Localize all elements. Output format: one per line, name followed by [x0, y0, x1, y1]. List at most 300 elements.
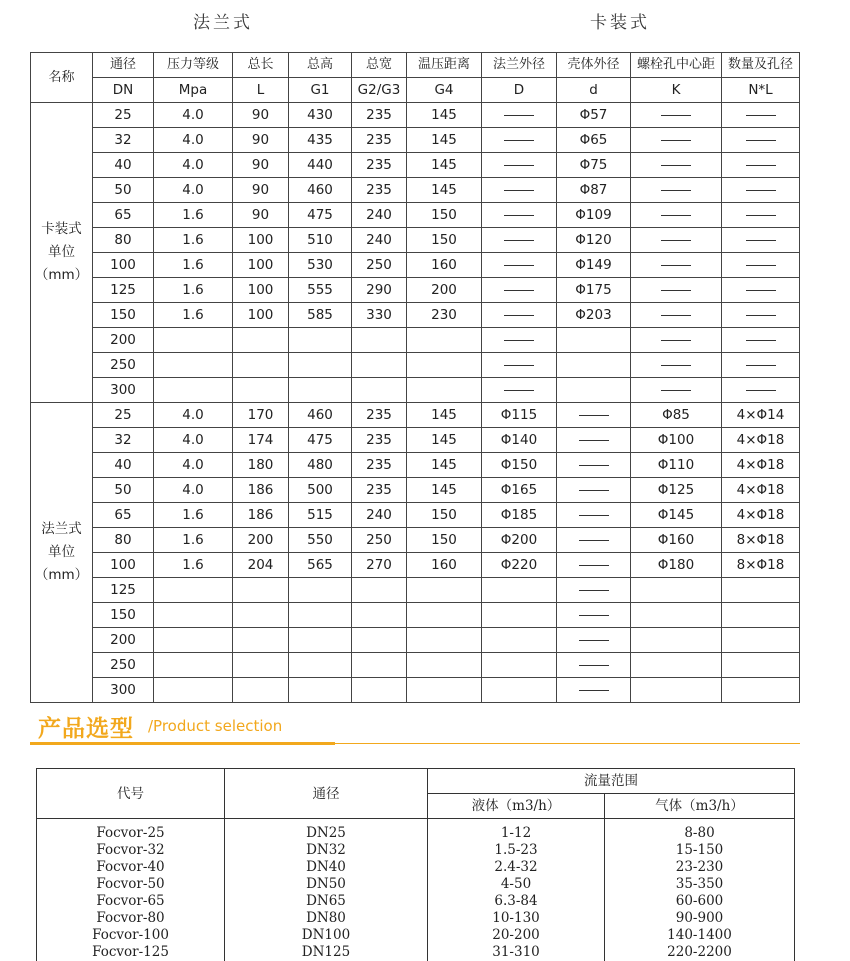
caption-clamp: 卡装式: [590, 8, 650, 33]
table-cell: [631, 603, 722, 628]
table-cell: 250: [352, 528, 407, 553]
liquid-value: 1-12: [428, 825, 604, 842]
table-cell: 65: [93, 203, 154, 228]
dash-mark: [504, 165, 534, 166]
table-cell: [482, 278, 557, 303]
spec-table: [30, 52, 800, 703]
dash-mark: [746, 365, 776, 366]
header-col: 总宽: [352, 53, 407, 78]
table-cell: [482, 353, 557, 378]
table-cell: 25: [93, 403, 154, 428]
table-cell: 4.0: [154, 178, 233, 203]
dash-mark: [579, 415, 609, 416]
table-cell: 475: [289, 203, 352, 228]
table-cell: [154, 628, 233, 653]
table-cell: [631, 628, 722, 653]
dash-mark: [504, 140, 534, 141]
table-cell: [289, 678, 352, 703]
table-cell: [631, 153, 722, 178]
table-cell: [407, 678, 482, 703]
gas-value: 140-1400: [605, 927, 794, 944]
group-label-line: 单位: [31, 241, 92, 264]
table-cell: 150: [93, 603, 154, 628]
dash-mark: [746, 190, 776, 191]
table-cell: [482, 303, 557, 328]
bore-value: DN32: [225, 842, 427, 859]
table-cell: 4×Φ18: [722, 478, 800, 503]
dash-mark: [504, 240, 534, 241]
table-cell: 300: [93, 678, 154, 703]
table-cell: 1.6: [154, 503, 233, 528]
table-cell: 235: [352, 478, 407, 503]
table-cell: [289, 378, 352, 403]
table-cell: [482, 103, 557, 128]
banner-underline-thick: [30, 742, 335, 745]
table-cell: [289, 578, 352, 603]
gas-value: 90-900: [605, 910, 794, 927]
unit-col: L: [233, 78, 289, 103]
table-cell: Φ109: [557, 203, 631, 228]
table-cell: [289, 353, 352, 378]
table-cell: [557, 378, 631, 403]
dash-mark: [746, 215, 776, 216]
table-cell: 40: [93, 453, 154, 478]
table-cell: 1.6: [154, 303, 233, 328]
code-value: Focvor-32: [37, 842, 224, 859]
unit-col: K: [631, 78, 722, 103]
dash-mark: [579, 440, 609, 441]
banner-subtitle: /Product selection: [148, 717, 282, 735]
dash-mark: [746, 290, 776, 291]
group-label-line: （mm）: [31, 564, 92, 587]
table-cell: [233, 653, 289, 678]
table-cell: 4.0: [154, 403, 233, 428]
table-cell: [289, 653, 352, 678]
table-cell: 290: [352, 278, 407, 303]
header-liquid: 液体（m3/h）: [428, 794, 605, 819]
dash-mark: [661, 365, 691, 366]
header-gas: 气体（m3/h）: [605, 794, 795, 819]
table-cell: [722, 153, 800, 178]
table-cell: 145: [407, 128, 482, 153]
table-cell: Φ165: [482, 478, 557, 503]
table-cell: [722, 653, 800, 678]
liquid-value: 20-200: [428, 927, 604, 944]
table-cell: 145: [407, 453, 482, 478]
table-cell: 235: [352, 178, 407, 203]
table-row: [31, 228, 800, 253]
table-cell: [631, 328, 722, 353]
table-cell: [557, 453, 631, 478]
table-cell: [482, 328, 557, 353]
table-cell: 500: [289, 478, 352, 503]
table-cell: 90: [233, 128, 289, 153]
table-cell: [722, 303, 800, 328]
table-cell: Φ110: [631, 453, 722, 478]
unit-col: D: [482, 78, 557, 103]
table-cell: [407, 628, 482, 653]
table-cell: 1.6: [154, 253, 233, 278]
table-cell: 90: [233, 153, 289, 178]
table-cell: [233, 603, 289, 628]
table-cell: [631, 178, 722, 203]
table-cell: [154, 603, 233, 628]
table-cell: [482, 203, 557, 228]
bore-value: DN80: [225, 910, 427, 927]
table-cell: 204: [233, 553, 289, 578]
table-cell: [557, 603, 631, 628]
table-cell: Φ160: [631, 528, 722, 553]
table-cell: Φ150: [482, 453, 557, 478]
table-cell: [557, 628, 631, 653]
table-row: [31, 478, 800, 503]
dash-mark: [579, 615, 609, 616]
dash-mark: [746, 140, 776, 141]
unit-col: G1: [289, 78, 352, 103]
table-cell: 160: [407, 253, 482, 278]
table-cell: 50: [93, 178, 154, 203]
table-cell: [482, 603, 557, 628]
table-cell: 100: [233, 278, 289, 303]
table-cell: 100: [233, 303, 289, 328]
table-cell: [722, 228, 800, 253]
group-label-line: 卡装式: [31, 218, 92, 241]
table-cell: [233, 628, 289, 653]
table-cell: 100: [93, 253, 154, 278]
header-col: 总长: [233, 53, 289, 78]
dash-mark: [746, 240, 776, 241]
table-cell: 4.0: [154, 153, 233, 178]
table-cell: [557, 503, 631, 528]
table-cell: 270: [352, 553, 407, 578]
table-cell: [352, 578, 407, 603]
dash-mark: [579, 465, 609, 466]
group-label: [31, 103, 93, 403]
dash-mark: [746, 115, 776, 116]
table-cell: [631, 103, 722, 128]
header-col: 壳体外径: [557, 53, 631, 78]
bore-value: DN50: [225, 876, 427, 893]
table-cell: 1.6: [154, 553, 233, 578]
table-cell: [722, 178, 800, 203]
table-cell: [722, 603, 800, 628]
table-cell: 80: [93, 228, 154, 253]
dash-mark: [579, 565, 609, 566]
dash-mark: [746, 340, 776, 341]
gas-value: 23-230: [605, 859, 794, 876]
table-cell: [631, 353, 722, 378]
table-cell: [233, 378, 289, 403]
table-cell: 585: [289, 303, 352, 328]
dash-mark: [661, 340, 691, 341]
dash-mark: [579, 665, 609, 666]
table-cell: [722, 103, 800, 128]
dash-mark: [661, 265, 691, 266]
bore-value: DN65: [225, 893, 427, 910]
table-cell: 150: [407, 503, 482, 528]
dash-mark: [661, 240, 691, 241]
table-row: [31, 578, 800, 603]
unit-col: Mpa: [154, 78, 233, 103]
table-cell: [722, 628, 800, 653]
table-cell: [631, 303, 722, 328]
dash-mark: [504, 365, 534, 366]
gas-value: 8-80: [605, 825, 794, 842]
table-cell: [289, 328, 352, 353]
gas-flow-column: [605, 819, 795, 961]
table-cell: 330: [352, 303, 407, 328]
dash-mark: [579, 515, 609, 516]
table-cell: 480: [289, 453, 352, 478]
table-cell: 1.6: [154, 278, 233, 303]
liquid-value: 2.4-32: [428, 859, 604, 876]
table-cell: Φ75: [557, 153, 631, 178]
dash-mark: [661, 190, 691, 191]
group-label-line: 单位: [31, 541, 92, 564]
unit-col: DN: [93, 78, 154, 103]
table-cell: 4.0: [154, 103, 233, 128]
table-cell: 80: [93, 528, 154, 553]
table-cell: [557, 428, 631, 453]
table-cell: 250: [93, 653, 154, 678]
bore-value: DN100: [225, 927, 427, 944]
table-cell: 8×Φ18: [722, 553, 800, 578]
table-cell: 100: [233, 253, 289, 278]
table-cell: [482, 253, 557, 278]
table-cell: 235: [352, 128, 407, 153]
table-cell: 235: [352, 153, 407, 178]
table-cell: 32: [93, 128, 154, 153]
dash-mark: [661, 390, 691, 391]
dash-mark: [504, 390, 534, 391]
liquid-flow-column: [428, 819, 605, 961]
table-cell: 200: [407, 278, 482, 303]
table-cell: 230: [407, 303, 482, 328]
table-row: [31, 128, 800, 153]
table-cell: [407, 328, 482, 353]
dash-mark: [661, 140, 691, 141]
table-row: [31, 353, 800, 378]
table-cell: [154, 578, 233, 603]
table-cell: [154, 353, 233, 378]
table-cell: 4.0: [154, 453, 233, 478]
dash-mark: [504, 215, 534, 216]
table-cell: 145: [407, 153, 482, 178]
table-cell: [557, 553, 631, 578]
header-name: 名称: [31, 53, 93, 103]
table-cell: Φ175: [557, 278, 631, 303]
table-cell: [352, 603, 407, 628]
dash-mark: [746, 265, 776, 266]
table-cell: [557, 578, 631, 603]
gas-value: 15-150: [605, 842, 794, 859]
table-cell: 4.0: [154, 478, 233, 503]
table-row: [31, 103, 800, 128]
table-cell: 4×Φ18: [722, 503, 800, 528]
table-cell: [722, 253, 800, 278]
table-cell: [722, 328, 800, 353]
table-cell: 174: [233, 428, 289, 453]
table-cell: [557, 478, 631, 503]
table-cell: 145: [407, 103, 482, 128]
table-cell: [482, 578, 557, 603]
table-cell: 300: [93, 378, 154, 403]
group-label: [31, 403, 93, 703]
dash-mark: [504, 115, 534, 116]
bore-value: DN25: [225, 825, 427, 842]
table-cell: 4.0: [154, 428, 233, 453]
table-row: [31, 428, 800, 453]
table-cell: 1.6: [154, 203, 233, 228]
dash-mark: [661, 315, 691, 316]
code-column: [37, 819, 225, 961]
table-cell: 150: [407, 528, 482, 553]
table-cell: [557, 678, 631, 703]
table-cell: 145: [407, 428, 482, 453]
bore-value: DN125: [225, 944, 427, 961]
table-cell: [482, 628, 557, 653]
table-cell: [352, 678, 407, 703]
table-cell: [557, 403, 631, 428]
table-cell: [482, 378, 557, 403]
table-cell: Φ220: [482, 553, 557, 578]
table-cell: 515: [289, 503, 352, 528]
table-cell: [154, 678, 233, 703]
dash-mark: [504, 265, 534, 266]
header-col: 数量及孔径: [722, 53, 800, 78]
dash-mark: [579, 590, 609, 591]
table-cell: [289, 628, 352, 653]
table-cell: 435: [289, 128, 352, 153]
table-cell: [482, 228, 557, 253]
table-row: [31, 528, 800, 553]
table-cell: 50: [93, 478, 154, 503]
table-row: [31, 328, 800, 353]
table-cell: [631, 578, 722, 603]
dash-mark: [746, 315, 776, 316]
unit-col: N*L: [722, 78, 800, 103]
table-cell: 235: [352, 103, 407, 128]
code-value: Focvor-80: [37, 910, 224, 927]
product-selection-banner: [30, 708, 800, 748]
table-cell: [631, 228, 722, 253]
table-cell: [352, 328, 407, 353]
table-cell: Φ87: [557, 178, 631, 203]
header-col: 压力等级: [154, 53, 233, 78]
dash-mark: [661, 290, 691, 291]
dash-mark: [504, 290, 534, 291]
dash-mark: [579, 540, 609, 541]
table-cell: 440: [289, 153, 352, 178]
table-row: [31, 603, 800, 628]
table-cell: Φ180: [631, 553, 722, 578]
table-cell: [557, 528, 631, 553]
header-col: 通径: [93, 53, 154, 78]
table-cell: [722, 128, 800, 153]
table-cell: [557, 653, 631, 678]
table-cell: 240: [352, 228, 407, 253]
table-cell: 150: [93, 303, 154, 328]
table-cell: 430: [289, 103, 352, 128]
table-cell: 555: [289, 278, 352, 303]
table-cell: 150: [407, 203, 482, 228]
unit-col: G4: [407, 78, 482, 103]
table-cell: 235: [352, 403, 407, 428]
table-row: [31, 653, 800, 678]
table-row: [31, 503, 800, 528]
table-cell: 235: [352, 453, 407, 478]
table-cell: 530: [289, 253, 352, 278]
table-cell: [407, 578, 482, 603]
table-cell: [722, 578, 800, 603]
table-cell: [154, 378, 233, 403]
table-cell: [722, 278, 800, 303]
table-cell: Φ145: [631, 503, 722, 528]
table-cell: 65: [93, 503, 154, 528]
liquid-value: 1.5-23: [428, 842, 604, 859]
table-cell: 1.6: [154, 528, 233, 553]
table-row: [31, 628, 800, 653]
table-cell: [631, 278, 722, 303]
table-cell: Φ140: [482, 428, 557, 453]
table-cell: Φ65: [557, 128, 631, 153]
table-cell: 25: [93, 103, 154, 128]
table-cell: 145: [407, 178, 482, 203]
table-row: [31, 378, 800, 403]
bore-value: DN40: [225, 859, 427, 876]
caption-flange: 法兰式: [193, 8, 253, 33]
table-cell: 186: [233, 478, 289, 503]
table-cell: [631, 253, 722, 278]
table-cell: Φ115: [482, 403, 557, 428]
table-cell: 200: [233, 528, 289, 553]
table-cell: [233, 328, 289, 353]
header-col: 温压距离: [407, 53, 482, 78]
table-cell: 125: [93, 578, 154, 603]
table-row: [31, 303, 800, 328]
table-cell: 100: [93, 553, 154, 578]
table-cell: [407, 353, 482, 378]
unit-col: d: [557, 78, 631, 103]
table-row: [31, 278, 800, 303]
table-cell: 180: [233, 453, 289, 478]
group-label-line: 法兰式: [31, 518, 92, 541]
table-cell: [722, 678, 800, 703]
table-cell: 125: [93, 278, 154, 303]
table-cell: [289, 603, 352, 628]
dash-mark: [661, 115, 691, 116]
table-cell: 90: [233, 203, 289, 228]
gas-value: 60-600: [605, 893, 794, 910]
bore-column: [225, 819, 428, 961]
table-cell: [631, 653, 722, 678]
dash-mark: [661, 165, 691, 166]
table-cell: [233, 678, 289, 703]
table-cell: 1.6: [154, 228, 233, 253]
table-cell: Φ200: [482, 528, 557, 553]
table-cell: [722, 353, 800, 378]
table-cell: [557, 328, 631, 353]
table-cell: [631, 678, 722, 703]
dash-mark: [661, 215, 691, 216]
table-cell: 565: [289, 553, 352, 578]
table-cell: 8×Φ18: [722, 528, 800, 553]
table-cell: Φ85: [631, 403, 722, 428]
table-cell: 40: [93, 153, 154, 178]
dash-mark: [504, 340, 534, 341]
table-cell: [352, 628, 407, 653]
table-cell: [407, 378, 482, 403]
